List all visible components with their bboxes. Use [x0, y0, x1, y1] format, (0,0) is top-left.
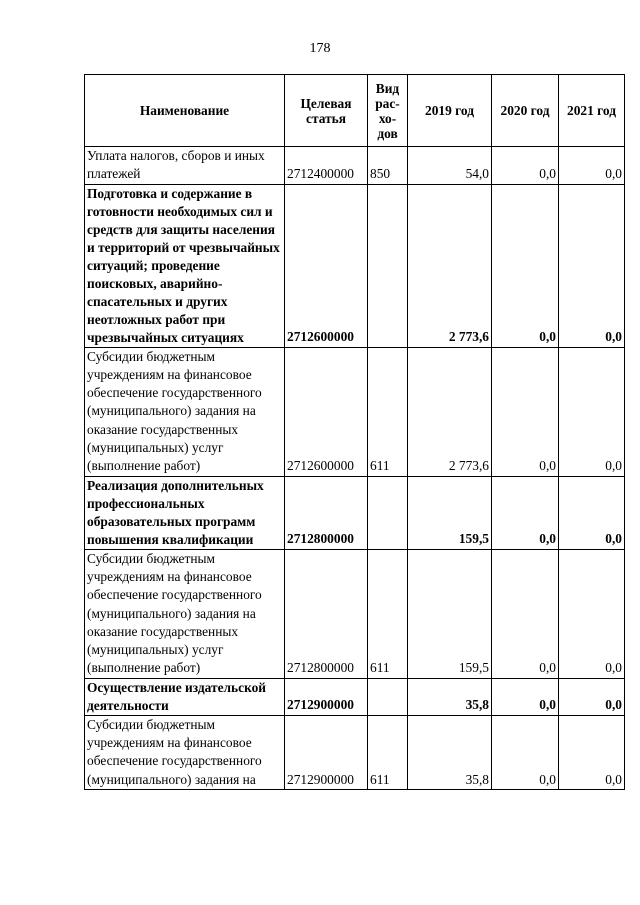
row-type: 611 — [368, 549, 408, 678]
row-2019: 2 773,6 — [408, 184, 492, 347]
row-name: Уплата налогов, сборов и иных платежей — [85, 147, 285, 185]
row-code: 2712800000 — [285, 476, 368, 549]
table-row — [85, 184, 625, 347]
row-type: 611 — [368, 347, 408, 476]
row-code: 2712600000 — [285, 184, 368, 347]
row-2019: 159,5 — [408, 476, 492, 549]
table-header-row — [85, 75, 625, 147]
row-2021: 0,0 — [559, 147, 625, 185]
table-row — [85, 715, 625, 789]
row-name: Подготовка и содержание в готовности необходимых сил и средств для защиты населения и территорий от чрезвычайных ситуаций; проведение поисковых, аварийно-спасательных и других неотложных работ при чрезвычайных ситуациях — [85, 184, 285, 347]
header-2021: 2021 год — [559, 75, 625, 147]
row-2020: 0,0 — [492, 715, 559, 789]
row-name: Субсидии бюджетным учреждениям на финансовое обеспечение государственного (муниципального) задания на оказание государственных (муниципальных) услуг (выполнение работ) — [85, 347, 285, 476]
row-2019: 35,8 — [408, 715, 492, 789]
row-type: 611 — [368, 715, 408, 789]
row-name: Субсидии бюджетным учреждениям на финансовое обеспечение государственного (муниципального) задания на — [85, 715, 285, 789]
header-type: Вид рас-хо-дов — [368, 75, 408, 147]
row-2021: 0,0 — [559, 549, 625, 678]
row-name: Субсидии бюджетным учреждениям на финансовое обеспечение государственного (муниципального) задания на оказание государственных (муниципальных) услуг (выполнение работ) — [85, 549, 285, 678]
row-2021: 0,0 — [559, 476, 625, 549]
row-2019: 35,8 — [408, 678, 492, 715]
budget-table — [84, 74, 625, 790]
row-2021: 0,0 — [559, 184, 625, 347]
row-2019: 159,5 — [408, 549, 492, 678]
row-type — [368, 184, 408, 347]
row-code: 2712600000 — [285, 347, 368, 476]
table-row — [85, 678, 625, 715]
table-row — [85, 549, 625, 678]
row-2021: 0,0 — [559, 678, 625, 715]
row-2021: 0,0 — [559, 347, 625, 476]
header-code: Целевая статья — [285, 75, 368, 147]
row-name: Реализация дополнительных профессиональных образовательных программ повышения квалификации — [85, 476, 285, 549]
header-name: Наименование — [85, 75, 285, 147]
row-code: 2712800000 — [285, 549, 368, 678]
row-2021: 0,0 — [559, 715, 625, 789]
row-code: 2712400000 — [285, 147, 368, 185]
row-2020: 0,0 — [492, 147, 559, 185]
row-type — [368, 678, 408, 715]
row-code: 2712900000 — [285, 715, 368, 789]
table-row — [85, 476, 625, 549]
row-2020: 0,0 — [492, 347, 559, 476]
row-type: 850 — [368, 147, 408, 185]
row-2019: 54,0 — [408, 147, 492, 185]
page-number: 178 — [309, 41, 331, 56]
row-2020: 0,0 — [492, 678, 559, 715]
row-2020: 0,0 — [492, 549, 559, 678]
row-type — [368, 476, 408, 549]
header-2019: 2019 год — [408, 75, 492, 147]
table-row — [85, 347, 625, 476]
row-code: 2712900000 — [285, 678, 368, 715]
row-2020: 0,0 — [492, 184, 559, 347]
header-2020: 2020 год — [492, 75, 559, 147]
row-2019: 2 773,6 — [408, 347, 492, 476]
row-name: Осуществление издательской деятельности — [85, 678, 285, 715]
table-row — [85, 147, 625, 185]
row-2020: 0,0 — [492, 476, 559, 549]
